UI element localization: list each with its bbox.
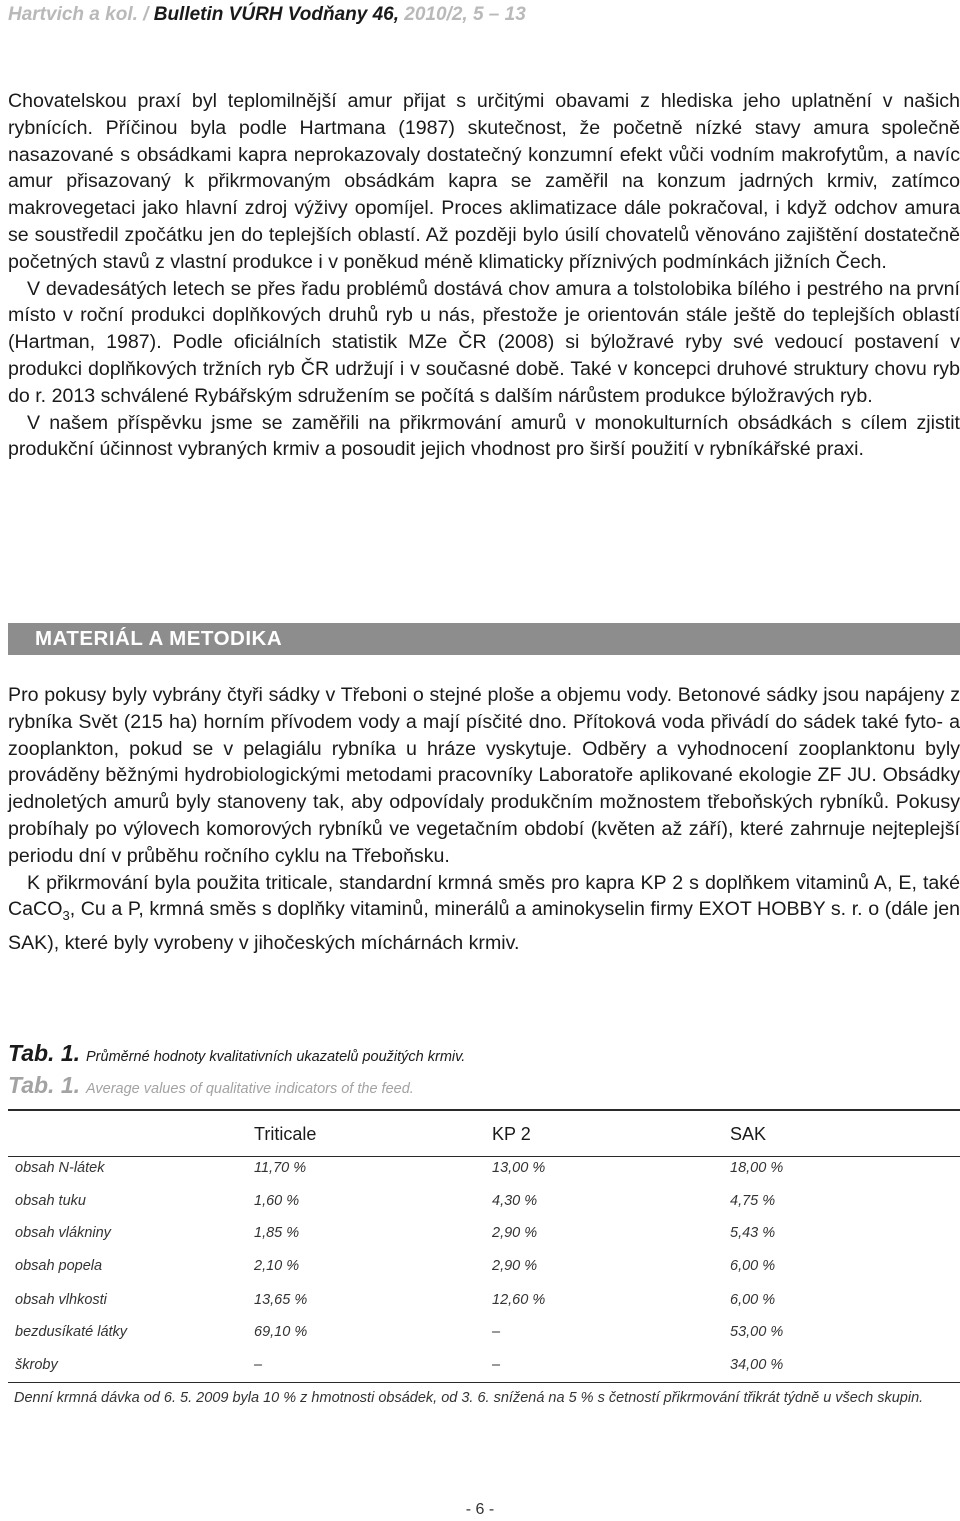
methods-section — [8, 682, 960, 957]
table-cell: 4,30 % — [492, 1193, 538, 1209]
table-top-rule — [8, 1109, 960, 1111]
intro-paragraph-3: V našem příspěvku jsme se zaměřili na přikrmování amurů v monokulturních obsádkách s cílem zjistit produkční účinnost vybraných krmiv a posoudit jejich vhodnost pro širší použití v rybníkářské praxi. — [8, 411, 960, 461]
table-cell: 6,00 % — [730, 1258, 776, 1274]
table-row — [8, 1324, 960, 1346]
table-caption-cz — [8, 1040, 465, 1067]
table-cell: – — [492, 1324, 501, 1340]
table-cell: 1,60 % — [254, 1193, 300, 1209]
header-cell: SAK — [730, 1124, 767, 1144]
row-label: obsah N-látek — [15, 1160, 105, 1176]
methods-p2-end: , Cu a P, krmná směs s doplňky vitaminů, minerálů a aminokyselin firmy EXOT HOBBY s. r. o (dále jen SAK), které byly vyrobeny v jihočeských míchárnách krmiv. — [8, 898, 960, 955]
section-heading-bar — [8, 623, 960, 655]
row-label: obsah tuku — [15, 1193, 86, 1209]
table-cell: 12,60 % — [492, 1292, 546, 1308]
table-cell: 2,90 % — [492, 1225, 538, 1241]
caption-label-en: Tab. 1. — [8, 1072, 80, 1098]
row-label: obsah popela — [15, 1258, 103, 1274]
header-bulletin: Bulletin VÚRH Vodňany 46, — [153, 4, 400, 25]
table-cell: – — [254, 1357, 263, 1373]
table-bottom-rule — [8, 1382, 960, 1383]
table-row — [8, 1357, 960, 1379]
intro-section — [8, 88, 960, 463]
table-footnote: Denní krmná dávka od 6. 5. 2009 byla 10 % z hmotnosti obsádek, od 3. 6. snížená na 5 % s četností přikrmování třikrát týdně u všech skupin. — [14, 1390, 924, 1406]
table-cell: 13,00 % — [492, 1160, 546, 1176]
methods-paragraph-2 — [8, 870, 960, 957]
table-cell: 11,70 % — [254, 1160, 307, 1176]
table-row — [8, 1292, 960, 1314]
row-label: obsah vlákniny — [15, 1225, 111, 1241]
table-cell: 53,00 % — [730, 1324, 784, 1340]
section-heading: MATERIÁL A METODIKA — [35, 627, 283, 650]
table-cell: 13,65 % — [254, 1292, 308, 1308]
header-volume: 2010/2, 5 – 13 — [399, 4, 526, 25]
running-header — [8, 4, 526, 26]
table-header-row — [8, 1124, 960, 1148]
header-cell: KP 2 — [492, 1124, 531, 1144]
table-row — [8, 1225, 960, 1247]
table-cell: 1,85 % — [254, 1225, 300, 1241]
table-caption-en — [8, 1072, 414, 1099]
table-cell: 2,10 % — [254, 1258, 300, 1274]
subscript-3: 3 — [62, 908, 70, 924]
methods-p2-start: K přikrmování byla použita triticale, standardní krmná směs pro kapra KP 2 s doplňkem vitaminů A, E, také CaCO — [8, 871, 960, 921]
table-cell: 2,90 % — [492, 1258, 538, 1274]
methods-paragraph-1: Pro pokusy byly vybrány čtyři sádky v Třeboni o stejné ploše a objemu vody. Betonové sádky jsou napájeny z rybníka Svět (215 ha) horním přívodem vody a mají písčité dno. Přítoková voda přivádí do sádek také fyto- a zooplankton, pokud se v pelagiálu rybníka u hráze vyskytuje. Odběry a vyhodnocení zooplanktonu byly prováděny běžnými hydrobiologickými metodami pracovníky Laboratoře aplikované ekologie ZF JU. Obsádky jednoletých amurů byly stanoveny tak, aby odpovídaly produkčním možnostem třeboňských rybníků. Pokusy probíhaly po výlovech komorových rybníků ve vegetačním období (květen až září), které zahrnuje nejteplejší periodu dní v průběhu ročního cyklu na Třeboňsku. — [8, 684, 960, 867]
table-row — [8, 1160, 960, 1182]
intro-paragraph-2: V devadesátých letech se přes řadu problémů dostává chov amura a tolstolobika bílého i pestrého na první místo v roční produkci doplňkových druhů ryb u nás, přestože je orientován stále ještě do teplejších oblastí (Hartman, 1987). Podle oficiálních statistik MZe ČR (2008) si býložravé ryby své vedoucí postavení v produkci doplňkových tržních ryb ČR udržují i v současné době. Také v koncepci druhové struktury chovu ryb do r. 2013 schválené Rybářským sdružením se počítá s dalším nárůstem produkce býložravých ryb. — [8, 277, 960, 407]
row-label: škroby — [15, 1357, 58, 1373]
header-authors: Hartvich a kol. / — [8, 4, 154, 25]
table-cell: 18,00 % — [730, 1160, 784, 1176]
caption-text-en: Average values of qualitative indicators of the feed. — [86, 1081, 414, 1097]
table-row — [8, 1258, 960, 1280]
intro-paragraph-1: Chovatelskou praxí byl teplomilnější amur přijat s určitými obavami z hlediska jeho uplatnění v našich rybnících. Příčinou byla podle Hartmana (1987) skutečnost, že početně nízké stavy amura společně nasazované s obsádkami kapra neprokazovaly dostatečný konzumní efekt vůči vodním makrofytům, a navíc amur přisazovaný k přikrmovaným obsádkám kapra se zaměřil na konzum jadrných krmiv, zatímco makrovegetaci jako hlavní zdroj výživy opomíjel. Proces aklimatizace dále pokračoval, i když odchov amura se soustředil zpočátku jen do teplejších oblastí. Až později bylo úsilí chovatelů věnováno zajištění dostatečně početných stavů z vlastní produkce i v poněkud méně klimaticky příznivých podmínkách jižních Čech. — [8, 90, 960, 273]
caption-label-cz: Tab. 1. — [8, 1040, 80, 1066]
table-cell: 5,43 % — [730, 1225, 776, 1241]
row-label: obsah vlhkosti — [15, 1292, 107, 1308]
caption-text-cz: Průměrné hodnoty kvalitativních ukazatelů použitých krmiv. — [86, 1049, 466, 1065]
table-cell: 34,00 % — [730, 1357, 784, 1373]
table-row — [8, 1193, 960, 1215]
table-header-rule — [8, 1156, 960, 1157]
table-cell: 69,10 % — [254, 1324, 308, 1340]
table-cell: – — [492, 1357, 501, 1373]
table-cell: 6,00 % — [730, 1292, 776, 1308]
row-label: bezdusíkaté látky — [15, 1324, 128, 1340]
header-cell: Triticale — [254, 1124, 317, 1144]
table-cell: 4,75 % — [730, 1193, 776, 1209]
page-number: - 6 - — [465, 1501, 495, 1518]
